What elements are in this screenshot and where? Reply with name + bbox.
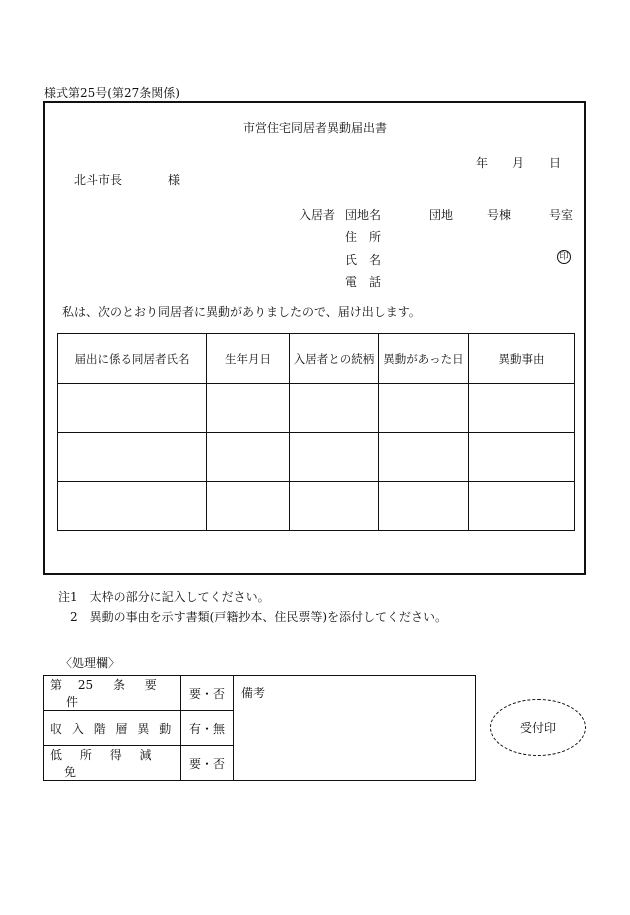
addressee-honorific: 様 <box>168 173 181 187</box>
cell-char: 免 <box>64 765 77 779</box>
column-header: 生年月日 <box>207 334 290 384</box>
table-row <box>44 676 476 711</box>
table-cell[interactable] <box>469 482 575 531</box>
option-cell[interactable]: 有・無 <box>181 711 234 746</box>
cell-char: 25 <box>77 678 94 692</box>
notes <box>58 587 447 627</box>
requirement-cell <box>44 711 181 746</box>
document-title: 市営住宅同居者異動届出書 <box>242 121 387 135</box>
table-cell[interactable] <box>207 384 290 433</box>
estate-name-label: 団地名 <box>345 208 382 222</box>
resident-info <box>299 206 579 289</box>
cell-char: 異 <box>137 721 150 736</box>
building-suffix[interactable]: 号棟 <box>487 208 512 222</box>
column-header: 入居者との続柄 <box>290 334 379 384</box>
table-cell[interactable] <box>379 482 469 531</box>
table-cell[interactable] <box>58 482 207 531</box>
cell-char: 入 <box>71 721 84 736</box>
date-month-label: 月 <box>512 156 525 170</box>
remarks-label: 備考 <box>241 686 266 700</box>
cell-char: 第 <box>50 678 63 692</box>
table-cell[interactable] <box>290 384 379 433</box>
cell-char: 層 <box>115 721 128 736</box>
note-1: 注1 太枠の部分に記入してください。 <box>58 590 270 604</box>
option-cell[interactable]: 要・否 <box>181 746 234 781</box>
cell-char: 階 <box>93 721 106 736</box>
reception-stamp <box>490 699 586 756</box>
addressee <box>74 171 180 188</box>
table-row <box>58 482 575 531</box>
table-cell[interactable] <box>58 433 207 482</box>
requirement-cell <box>44 676 181 711</box>
table-row <box>58 384 575 433</box>
name-label: 氏 名 <box>345 253 382 267</box>
estate-suffix[interactable]: 団地 <box>429 208 454 222</box>
column-header: 届出に係る同居者氏名 <box>58 334 207 384</box>
cell-char: 条 <box>112 678 125 692</box>
statement-text: 私は、次のとおり同居者に異動がありましたので、届け出します。 <box>62 305 421 319</box>
cell-char: 所 <box>79 748 92 762</box>
date-field[interactable] <box>476 154 561 171</box>
column-header: 異動があった日 <box>379 334 469 384</box>
table-cell[interactable] <box>469 433 575 482</box>
table-row <box>58 433 575 482</box>
option-cell[interactable]: 要・否 <box>181 676 234 711</box>
cell-char: 動 <box>159 721 172 736</box>
cell-char: 低 <box>50 748 63 762</box>
change-table <box>57 333 575 531</box>
table-cell[interactable] <box>469 384 575 433</box>
note-2: 2 異動の事由を示す書類(戸籍抄本、住民票等)を添付してください。 <box>70 610 448 624</box>
table-cell[interactable] <box>379 433 469 482</box>
stamp-label: 受付印 <box>519 721 556 735</box>
seal-icon: 印 <box>557 250 571 264</box>
requirement-cell <box>44 746 181 781</box>
processing-label: 〈処理欄〉 <box>60 656 121 670</box>
cell-char: 件 <box>66 695 79 709</box>
cell-char: 減 <box>139 748 152 762</box>
phone-label: 電 話 <box>345 275 382 289</box>
addressee-name: 北斗市長 <box>74 173 123 187</box>
cell-char: 得 <box>109 748 122 762</box>
table-cell[interactable] <box>207 433 290 482</box>
resident-heading: 入居者 <box>299 208 336 222</box>
date-year-label: 年 <box>476 156 489 170</box>
address-label: 住 所 <box>345 230 382 244</box>
table-cell[interactable] <box>379 384 469 433</box>
remarks-cell[interactable] <box>234 676 476 781</box>
date-day-label: 日 <box>549 156 562 170</box>
column-header: 異動事由 <box>469 334 575 384</box>
form-number-label: 様式第25号(第27条関係) <box>44 86 180 100</box>
processing-table <box>43 675 476 781</box>
table-cell[interactable] <box>207 482 290 531</box>
table-header-row <box>58 334 575 384</box>
table-cell[interactable] <box>58 384 207 433</box>
cell-char: 収 <box>50 721 63 736</box>
table-cell[interactable] <box>290 482 379 531</box>
room-suffix[interactable]: 号室 <box>549 208 574 222</box>
table-cell[interactable] <box>290 433 379 482</box>
cell-char: 要 <box>144 678 157 692</box>
